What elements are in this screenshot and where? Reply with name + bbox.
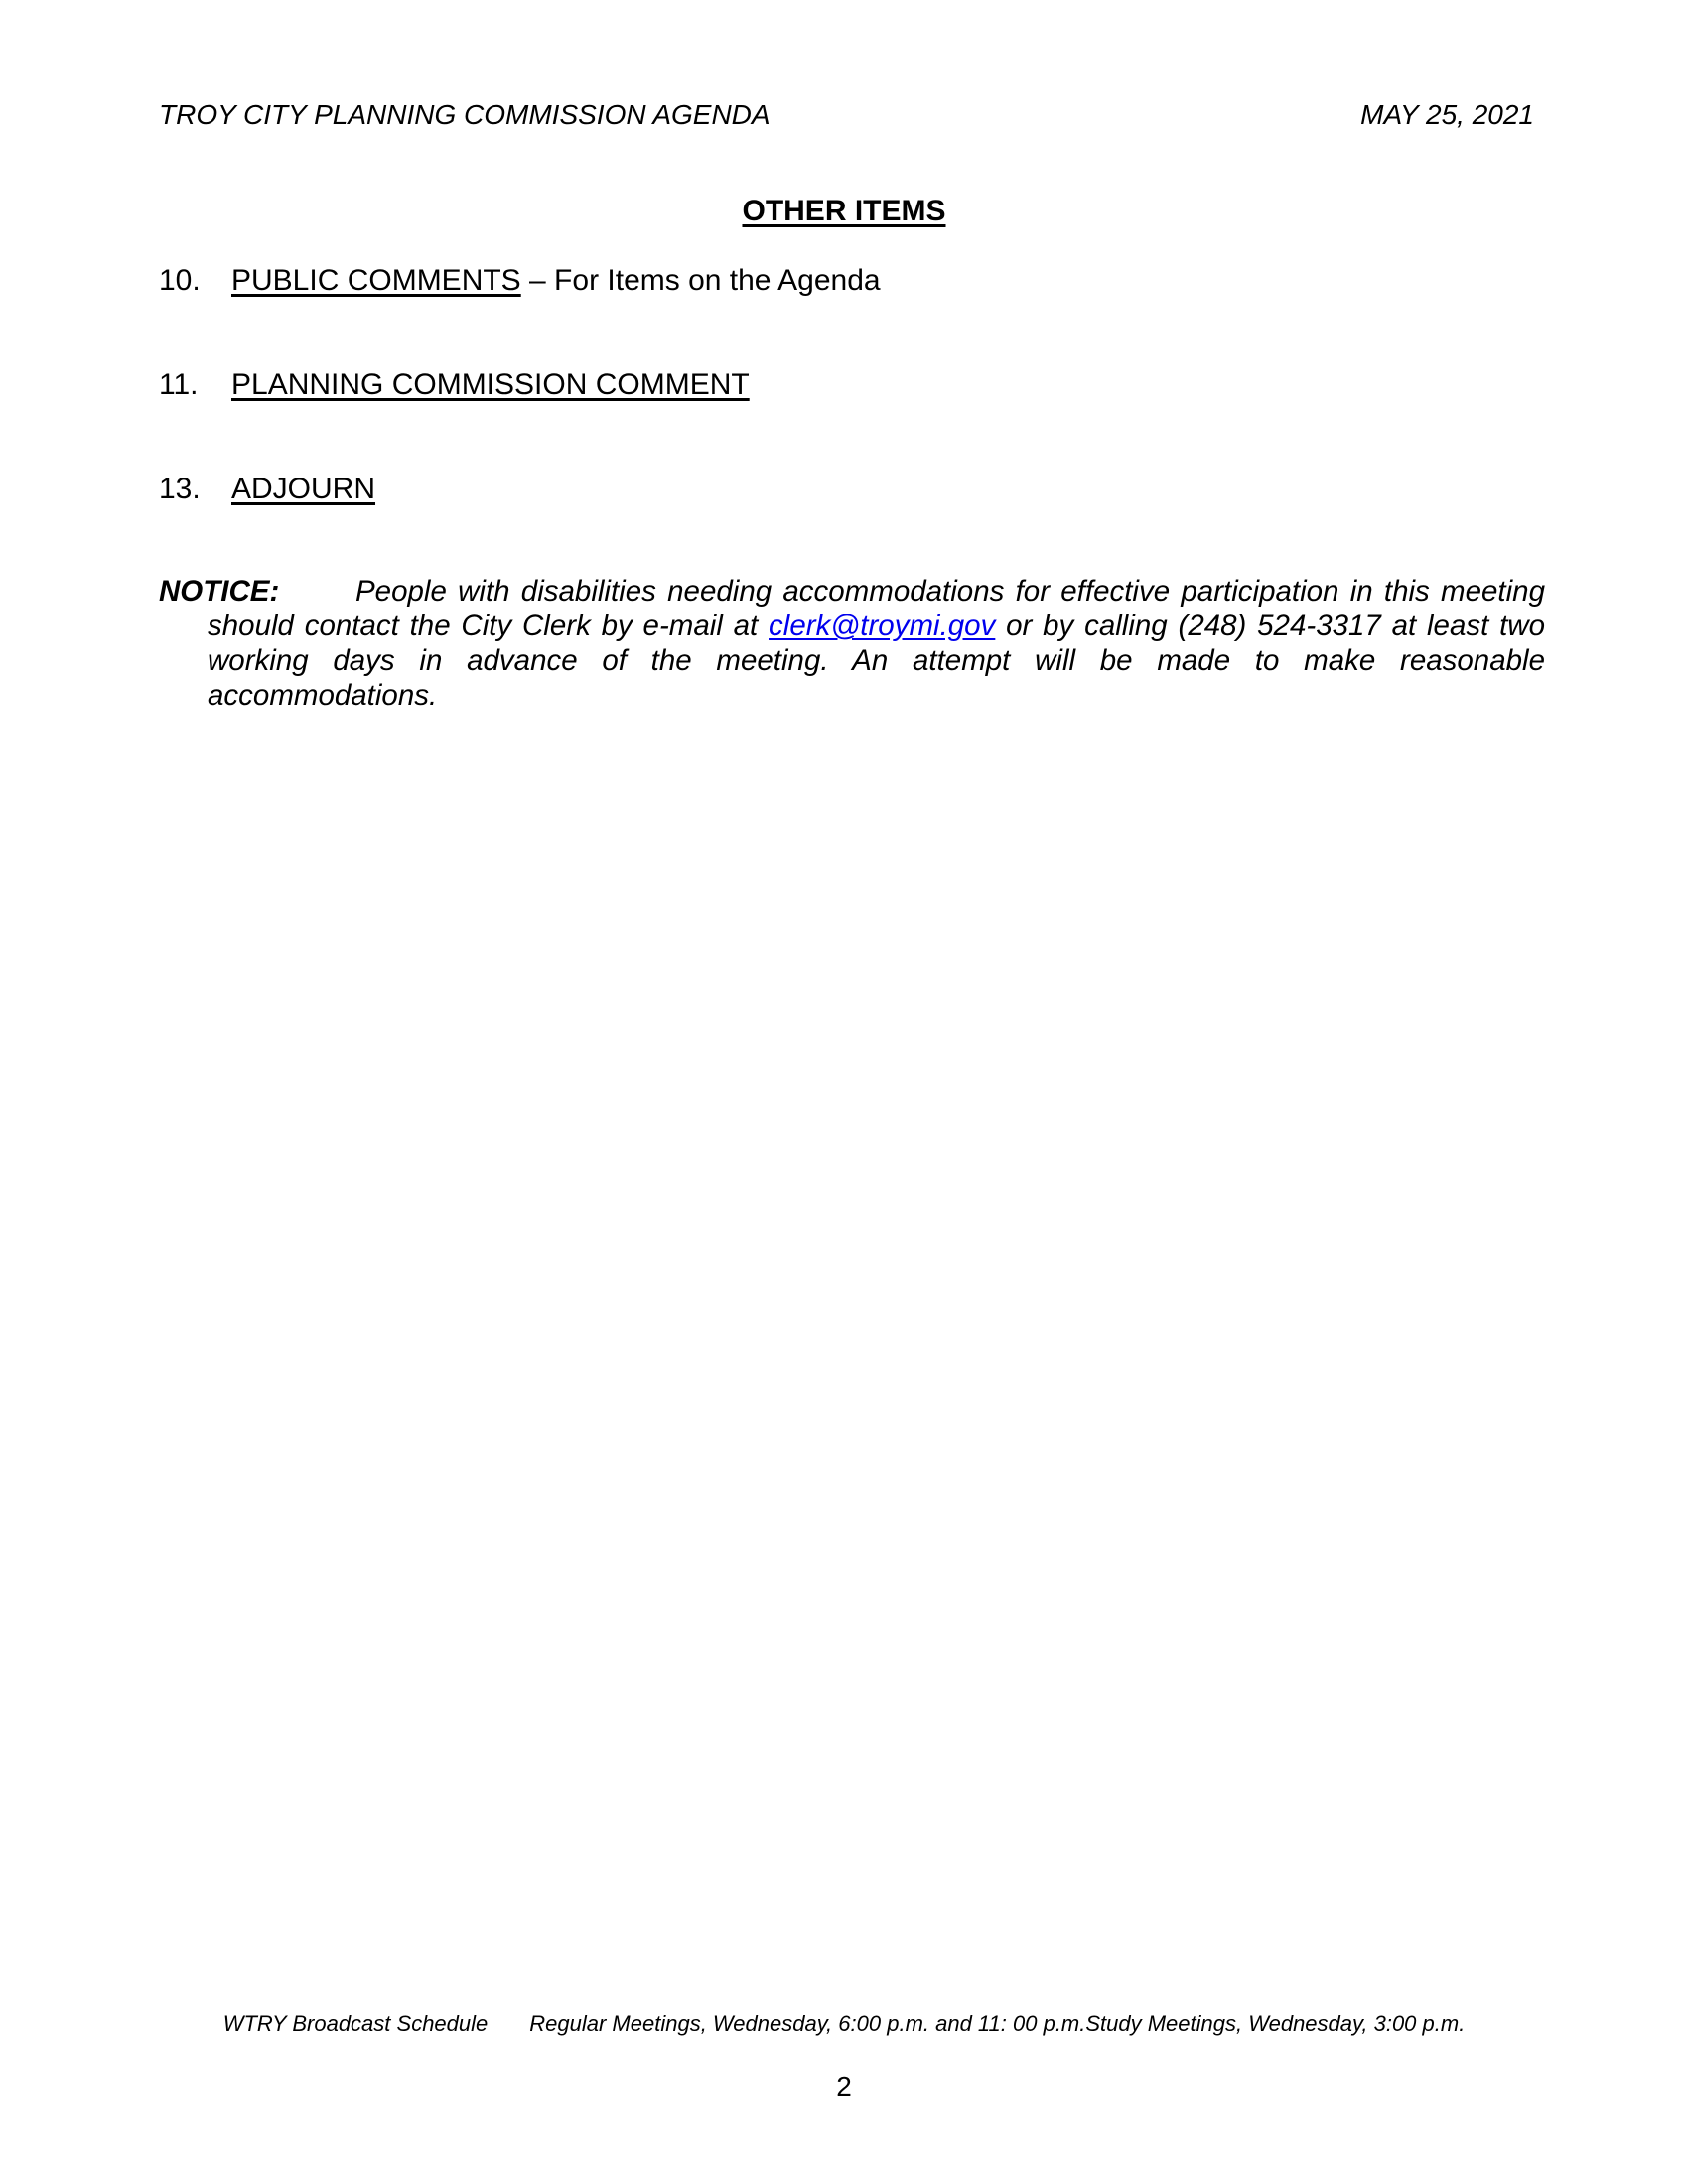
notice-line-4: accommodations. (208, 679, 438, 712)
agenda-item-number: 11. (159, 368, 199, 401)
agenda-item-adjourn (159, 472, 375, 507)
notice-text-2b: or by calling (248) 524-3317 at least two (995, 610, 1545, 642)
agenda-item-suffix: – For Items on the Agenda (520, 264, 881, 297)
document-header-date: MAY 25, 2021 (1360, 99, 1534, 130)
notice-text-2a: should contact the City Clerk by e-mail at (208, 610, 770, 642)
notice-text-1: People with disabilities needing accommodations for effective participation in this meeting (355, 575, 1545, 608)
footer-label: WTRY Broadcast Schedule (222, 2011, 489, 2036)
agenda-item-label: PUBLIC COMMENTS (231, 264, 521, 297)
broadcast-schedule-footer (0, 2010, 1688, 2038)
agenda-item-number: 13. (159, 473, 201, 505)
notice-line-2 (159, 609, 1545, 643)
accessibility-notice (159, 574, 1545, 713)
notice-line-3: working days in advance of the meeting. An attempt will be made to make reasonable (208, 644, 1545, 677)
section-title: OTHER ITEMS (742, 195, 946, 227)
agenda-item-number: 10. (159, 264, 201, 297)
document-header-title: TROY CITY PLANNING COMMISSION AGENDA (159, 99, 771, 130)
notice-lead: NOTICE: (159, 575, 280, 608)
page-number: 2 (836, 2071, 852, 2102)
clerk-email-link[interactable]: clerk@troymi.gov (769, 610, 996, 642)
footer-schedule: Regular Meetings, Wednesday, 6:00 p.m. and 11: 00 p.m.Study Meetings, Wednesday, 3:00 p.m. (529, 2011, 1466, 2036)
notice-line-1 (159, 574, 1545, 609)
agenda-item-public-comments (159, 263, 881, 299)
agenda-item-label: PLANNING COMMISSION COMMENT (231, 368, 750, 401)
agenda-item-planning-commission-comment (159, 367, 750, 403)
agenda-item-label: ADJOURN (231, 473, 376, 505)
